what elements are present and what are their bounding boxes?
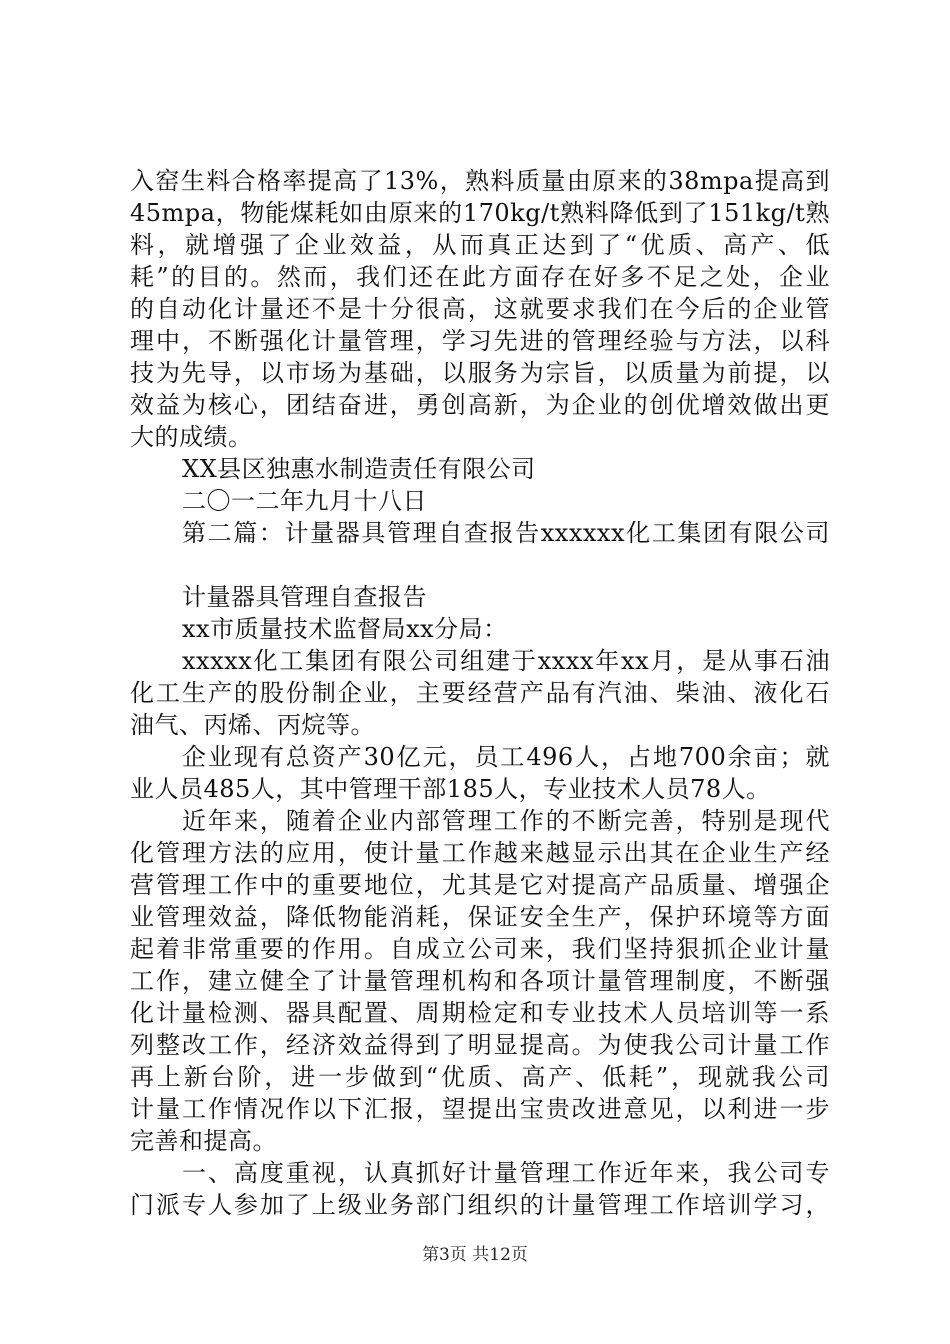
text-line: 化工生产的股份制企业，主要经营产品有汽油、柴油、液化石 [130, 679, 830, 707]
text-line: 业人员485人，其中管理干部185人，专业技术人员78人。 [130, 775, 771, 803]
text-line: 理中，不断强化计量管理，学习先进的管理经验与方法，以科 [130, 327, 830, 355]
text-line: 化管理方法的应用，使计量工作越来越显示出其在企业生产经 [130, 839, 830, 867]
text-line: 效益为核心，团结奋进，勇创高新，为企业的创优增效做出更 [130, 391, 830, 419]
text-line: 入窑生料合格率提高了13%，熟料质量由原来的38mpa提高到 [130, 167, 830, 195]
text-line: 工作，建立健全了计量管理机构和各项计量管理制度，不断强 [130, 967, 830, 995]
text-line: 技为先导，以市场为基础，以服务为宗旨，以质量为前提，以 [130, 359, 830, 387]
text-line: 一、高度重视，认真抓好计量管理工作近年来，我公司专 [182, 1159, 830, 1187]
text-line: 门派专人参加了上级业务部门组织的计量管理工作培训学习， [130, 1191, 830, 1219]
text-line: xxxxx化工集团有限公司组建于xxxx年xx月，是从事石油 [182, 647, 830, 675]
text-line: 油气、丙烯、丙烷等。 [130, 711, 375, 739]
text-line: 业管理效益，降低物能消耗，保证安全生产，保护环境等方面 [130, 903, 830, 931]
text-line: 耗”的目的。然而，我们还在此方面存在好多不足之处，企业 [130, 263, 830, 291]
text-line: 起着非常重要的作用。自成立公司来，我们坚持狠抓企业计量 [130, 935, 830, 963]
text-line: 大的成绩。 [130, 423, 253, 451]
text-line: 45mpa，物能煤耗如由原来的170kg/t熟料降低到了151kg/t熟 [130, 199, 830, 227]
text-line: 列整改工作，经济效益得到了明显提高。为使我公司计量工作 [130, 1031, 830, 1059]
text-line: XX县区独惠水制造责任有限公司 [182, 455, 536, 483]
page-footer: 第3页 共12页 [422, 1245, 528, 1265]
text-line: 的自动化计量还不是十分很高，这就要求我们在今后的企业管 [130, 295, 830, 323]
text-line: 近年来，随着企业内部管理工作的不断完善，特别是现代 [182, 807, 830, 835]
section-heading: 第二篇：计量器具管理自查报告xxxxxx化工集团有限公司 [182, 519, 830, 547]
text-line: 营管理工作中的重要地位，尤其是它对提高产品质量、增强企 [130, 871, 830, 899]
report-title: 计量器具管理自查报告 [182, 583, 427, 611]
text-line: 计量工作情况作以下汇报，望提出宝贵改进意见，以利进一步 [130, 1095, 830, 1123]
addressee: xx市质量技术监督局xx分局： [182, 615, 508, 643]
text-line: 二〇一二年九月十八日 [182, 487, 427, 515]
text-line: 料，就增强了企业效益，从而真正达到了“优质、高产、低 [130, 231, 830, 259]
text-line: 化计量检测、器具配置、周期检定和专业技术人员培训等一系 [130, 999, 830, 1027]
text-line: 再上新台阶，进一步做到“优质、高产、低耗”，现就我公司 [130, 1063, 830, 1091]
text-line: 完善和提高。 [130, 1127, 277, 1155]
text-line: 企业现有总资产30亿元，员工496人，占地700余亩；就 [182, 743, 830, 771]
